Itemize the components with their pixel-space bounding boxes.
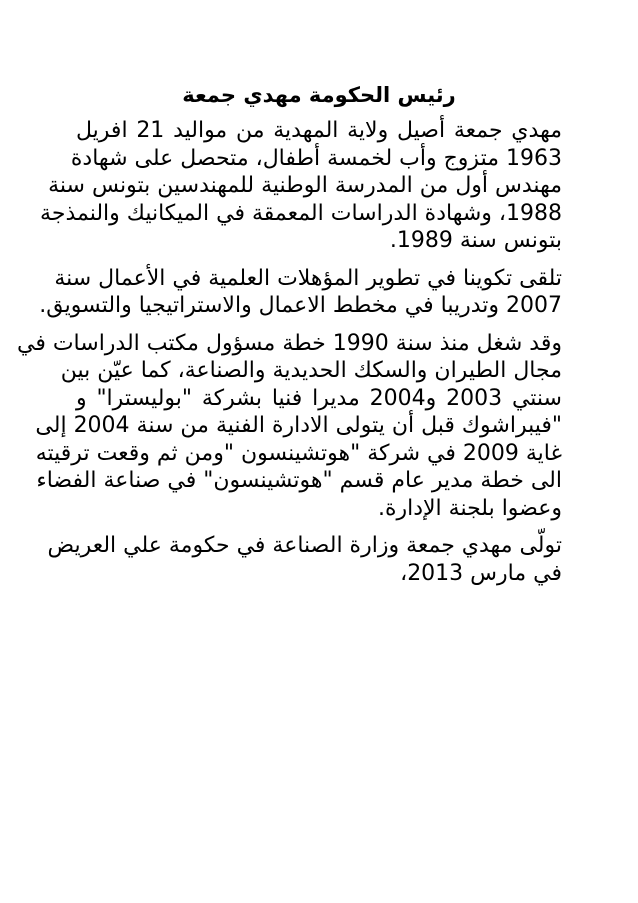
paragraph-career bbox=[17, 330, 562, 523]
text-line: سنتي 2003 و2004 مديرا فنيا بشركة "بوليسترا" و bbox=[76, 385, 562, 411]
text-line: تلقى تكوينا في تطوير المؤهلات العلمية في الأعمال سنة bbox=[54, 265, 562, 291]
text-line: وعضوا بلجنة الإدارة. bbox=[377, 495, 562, 521]
text-line: غاية 2009 في شركة "هوتشينسون "ومن ثم وقعت ترقيته bbox=[35, 440, 562, 466]
text-line: في مارس 2013، bbox=[400, 560, 562, 586]
text-line: مجال الطيران والسكك الحديدية والصناعة، كما عيّن بين bbox=[60, 358, 562, 383]
text-line: 1988، وشهادة الدراسات المعمقة في الميكانيك والنمذجة bbox=[40, 200, 562, 226]
text-line: وقد شغل منذ سنة 1990 خطة مسؤول مكتب الدراسات في bbox=[17, 330, 562, 356]
paragraph-training bbox=[39, 265, 562, 320]
document-title: رئيس الحكومة مهدي جمعة bbox=[182, 83, 456, 107]
text-line: 2007 وتدريبا في مخطط الاعمال والاستراتيجيا والتسويق. bbox=[39, 293, 562, 318]
text-line: "فيبراشوك قبل أن يتولى الادارة الفنية من سنة 2004 إلى bbox=[35, 413, 562, 438]
paragraph-biography bbox=[40, 117, 562, 255]
text-line: بتونس سنة 1989. bbox=[389, 228, 562, 253]
text-line: مهدي جمعة أصيل ولاية المهدية من مواليد 21 افريل bbox=[76, 118, 562, 143]
paragraph-ministry bbox=[47, 532, 562, 587]
text-line: 1963 متزوج وأب لخمسة أطفال، متحصل على شهادة bbox=[70, 145, 562, 171]
text-line: مهندس أول من المدرسة الوطنية للمهندسين بتونس سنة bbox=[48, 173, 562, 198]
document-body bbox=[17, 117, 562, 597]
text-line: تولّى مهدي جمعة وزارة الصناعة في حكومة علي العريض bbox=[47, 533, 562, 558]
text-line: الى خطة مدير عام قسم "هوتشينسون" في صناعة الفضاء bbox=[36, 468, 562, 493]
